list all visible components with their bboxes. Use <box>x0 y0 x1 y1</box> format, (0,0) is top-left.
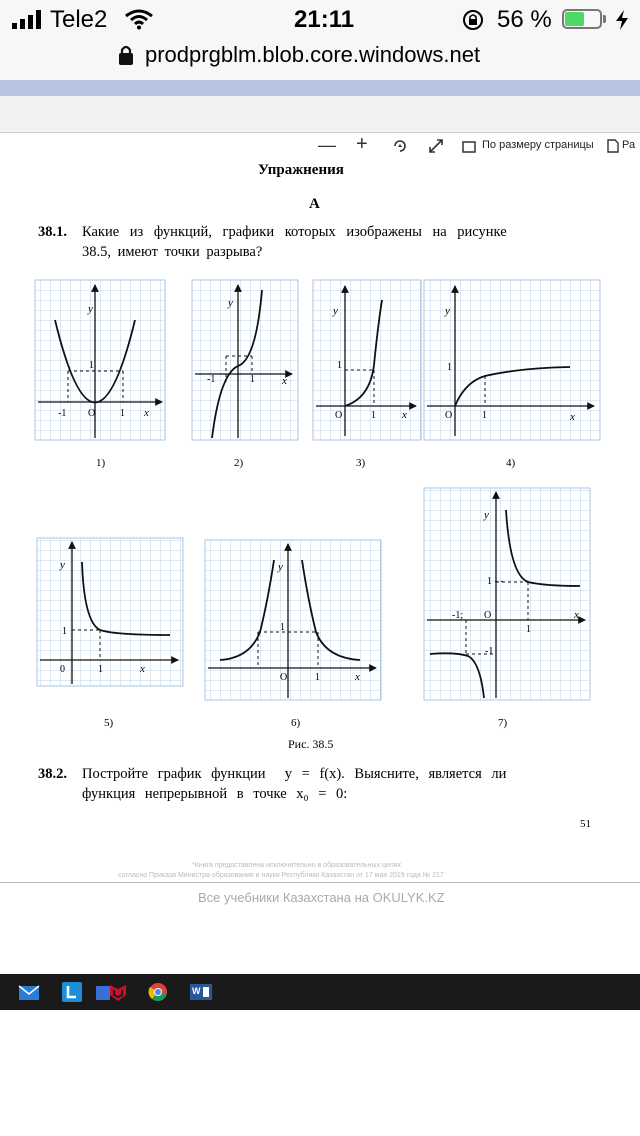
carrier-name: Tele2 <box>50 6 108 33</box>
footer-divider <box>0 882 640 883</box>
url-text[interactable]: prodprgblm.blob.core.windows.net <box>145 42 481 67</box>
viewer-header-band <box>0 96 640 132</box>
graph-4-y-label: y <box>445 305 450 317</box>
mcafee-app-icon[interactable] <box>108 982 128 1002</box>
zoom-out-button[interactable]: — <box>318 135 336 155</box>
toolbar-divider <box>0 132 640 133</box>
graph-5-one-y: 1 <box>62 626 67 637</box>
graph-2-label: 2) <box>234 457 244 469</box>
graph-3-origin: O <box>335 410 343 421</box>
footer-note-1: *Книга предоставлена исключительно в образовательных целях <box>192 862 401 869</box>
graph-5-y-label: y <box>60 559 65 571</box>
figure-caption: Рис. 38.5 <box>288 737 334 751</box>
graph-4-x-label: x <box>570 411 575 423</box>
graph-6-y-label: y <box>278 561 283 573</box>
graph-1-label: 1) <box>96 457 106 469</box>
graph-7-one-y: 1 - - <box>487 576 504 587</box>
graph-2-one-x: 1 <box>250 374 255 385</box>
graph-7-y-label: y <box>484 509 489 521</box>
truncated-toolbar-label[interactable]: Ра <box>622 139 636 151</box>
footer-note-2: согласно Приказа Министра образования и науки Республики Казахстан от 17 мая 2019 года № 217 <box>118 872 444 879</box>
fit-page-button[interactable]: По размеру страницы <box>482 139 594 151</box>
footer-site-link[interactable]: Все учебники Казахстана на OKULYK.KZ <box>198 890 445 905</box>
q1-line1: Какие из функций, графики которых изображены на рисунке <box>82 224 507 240</box>
graph-1 <box>35 280 165 440</box>
q2-line1: Постройте график функции y = f(x). Выясните, является ли <box>82 766 507 782</box>
graph-7-origin: O <box>484 610 492 621</box>
lync-app-icon[interactable] <box>62 982 82 1002</box>
graph-1-neg-one: -1 <box>58 408 67 419</box>
graph-3-one-x: 1 <box>371 410 376 421</box>
signal-icon <box>12 9 46 31</box>
graph-7-label: 7) <box>498 717 508 729</box>
graph-1-x-label: x <box>144 407 149 419</box>
graph-6-x-label: x <box>355 671 360 683</box>
graph-3 <box>313 280 421 440</box>
graph-6-origin: O <box>280 672 288 683</box>
graph-4 <box>424 280 600 440</box>
section-letter: А <box>309 196 320 212</box>
graph-1-y-label: y <box>88 303 93 315</box>
graph-5-zero: 0 <box>60 664 65 675</box>
browser-progress-band <box>0 80 640 96</box>
graph-2-y-label: y <box>228 297 233 309</box>
charging-bolt-icon <box>614 9 630 31</box>
page-number: 51 <box>580 818 591 830</box>
graph-2-x-label: x <box>282 375 287 387</box>
battery-icon <box>562 9 608 31</box>
graph-7 <box>424 488 590 700</box>
figure-38-5 <box>0 270 640 750</box>
chrome-app-icon[interactable] <box>148 982 168 1002</box>
graph-4-one-x: 1 <box>482 410 487 421</box>
page-view-icon[interactable] <box>607 139 619 153</box>
graph-3-y-label: y <box>333 305 338 317</box>
graph-6-label: 6) <box>291 717 301 729</box>
graph-6 <box>205 540 381 700</box>
lock-icon <box>118 44 134 66</box>
graph-1-one-y: 1 <box>89 360 94 371</box>
graph-5-label: 5) <box>104 717 114 729</box>
battery-percent: 56 % <box>497 6 552 33</box>
section-title: Упражнения <box>258 162 344 178</box>
zoom-in-button[interactable]: + <box>356 133 368 155</box>
graph-7-neg-one-y: -1 <box>485 646 494 657</box>
graph-7-x-label: x <box>574 609 579 621</box>
graph-5-x-label: x <box>140 663 145 675</box>
graph-6-one-y: 1 <box>280 622 285 633</box>
graph-1-origin: O <box>88 408 96 419</box>
graph-4-one-y: 1 <box>447 362 452 373</box>
mail-app-icon[interactable] <box>18 982 38 1002</box>
q1-number: 38.1. <box>38 224 67 240</box>
graph-6-one-x: 1 <box>315 672 320 683</box>
graph-2 <box>192 280 298 440</box>
graph-7-one-x: 1 <box>526 624 531 635</box>
q1-line2: 38.5, имеют точки разрыва? <box>82 244 263 260</box>
rotate-icon[interactable] <box>392 138 408 154</box>
wifi-icon <box>124 8 154 30</box>
graph-1-one-x: 1 <box>120 408 125 419</box>
graph-4-origin: O <box>445 410 453 421</box>
orientation-lock-icon <box>462 9 484 31</box>
clock-time: 21:11 <box>294 6 355 33</box>
fit-page-icon[interactable] <box>462 140 476 152</box>
graph-2-neg-one: -1 <box>207 374 216 385</box>
word-app-icon[interactable] <box>190 982 212 1002</box>
graph-3-label: 3) <box>356 457 366 469</box>
q2-line2: функция непрерывной в точке x₀ = 0: <box>82 786 348 802</box>
graph-3-one-y: 1 <box>337 360 342 371</box>
graph-4-label: 4) <box>506 457 516 469</box>
graph-5 <box>37 538 183 686</box>
word-app-letter: W <box>192 986 201 996</box>
graph-5-one-x: 1 <box>98 664 103 675</box>
fullscreen-icon[interactable] <box>428 138 444 154</box>
q2-number: 38.2. <box>38 766 67 782</box>
graph-7-neg-one-x: -1; <box>452 610 464 621</box>
graph-3-x-label: x <box>402 409 407 421</box>
